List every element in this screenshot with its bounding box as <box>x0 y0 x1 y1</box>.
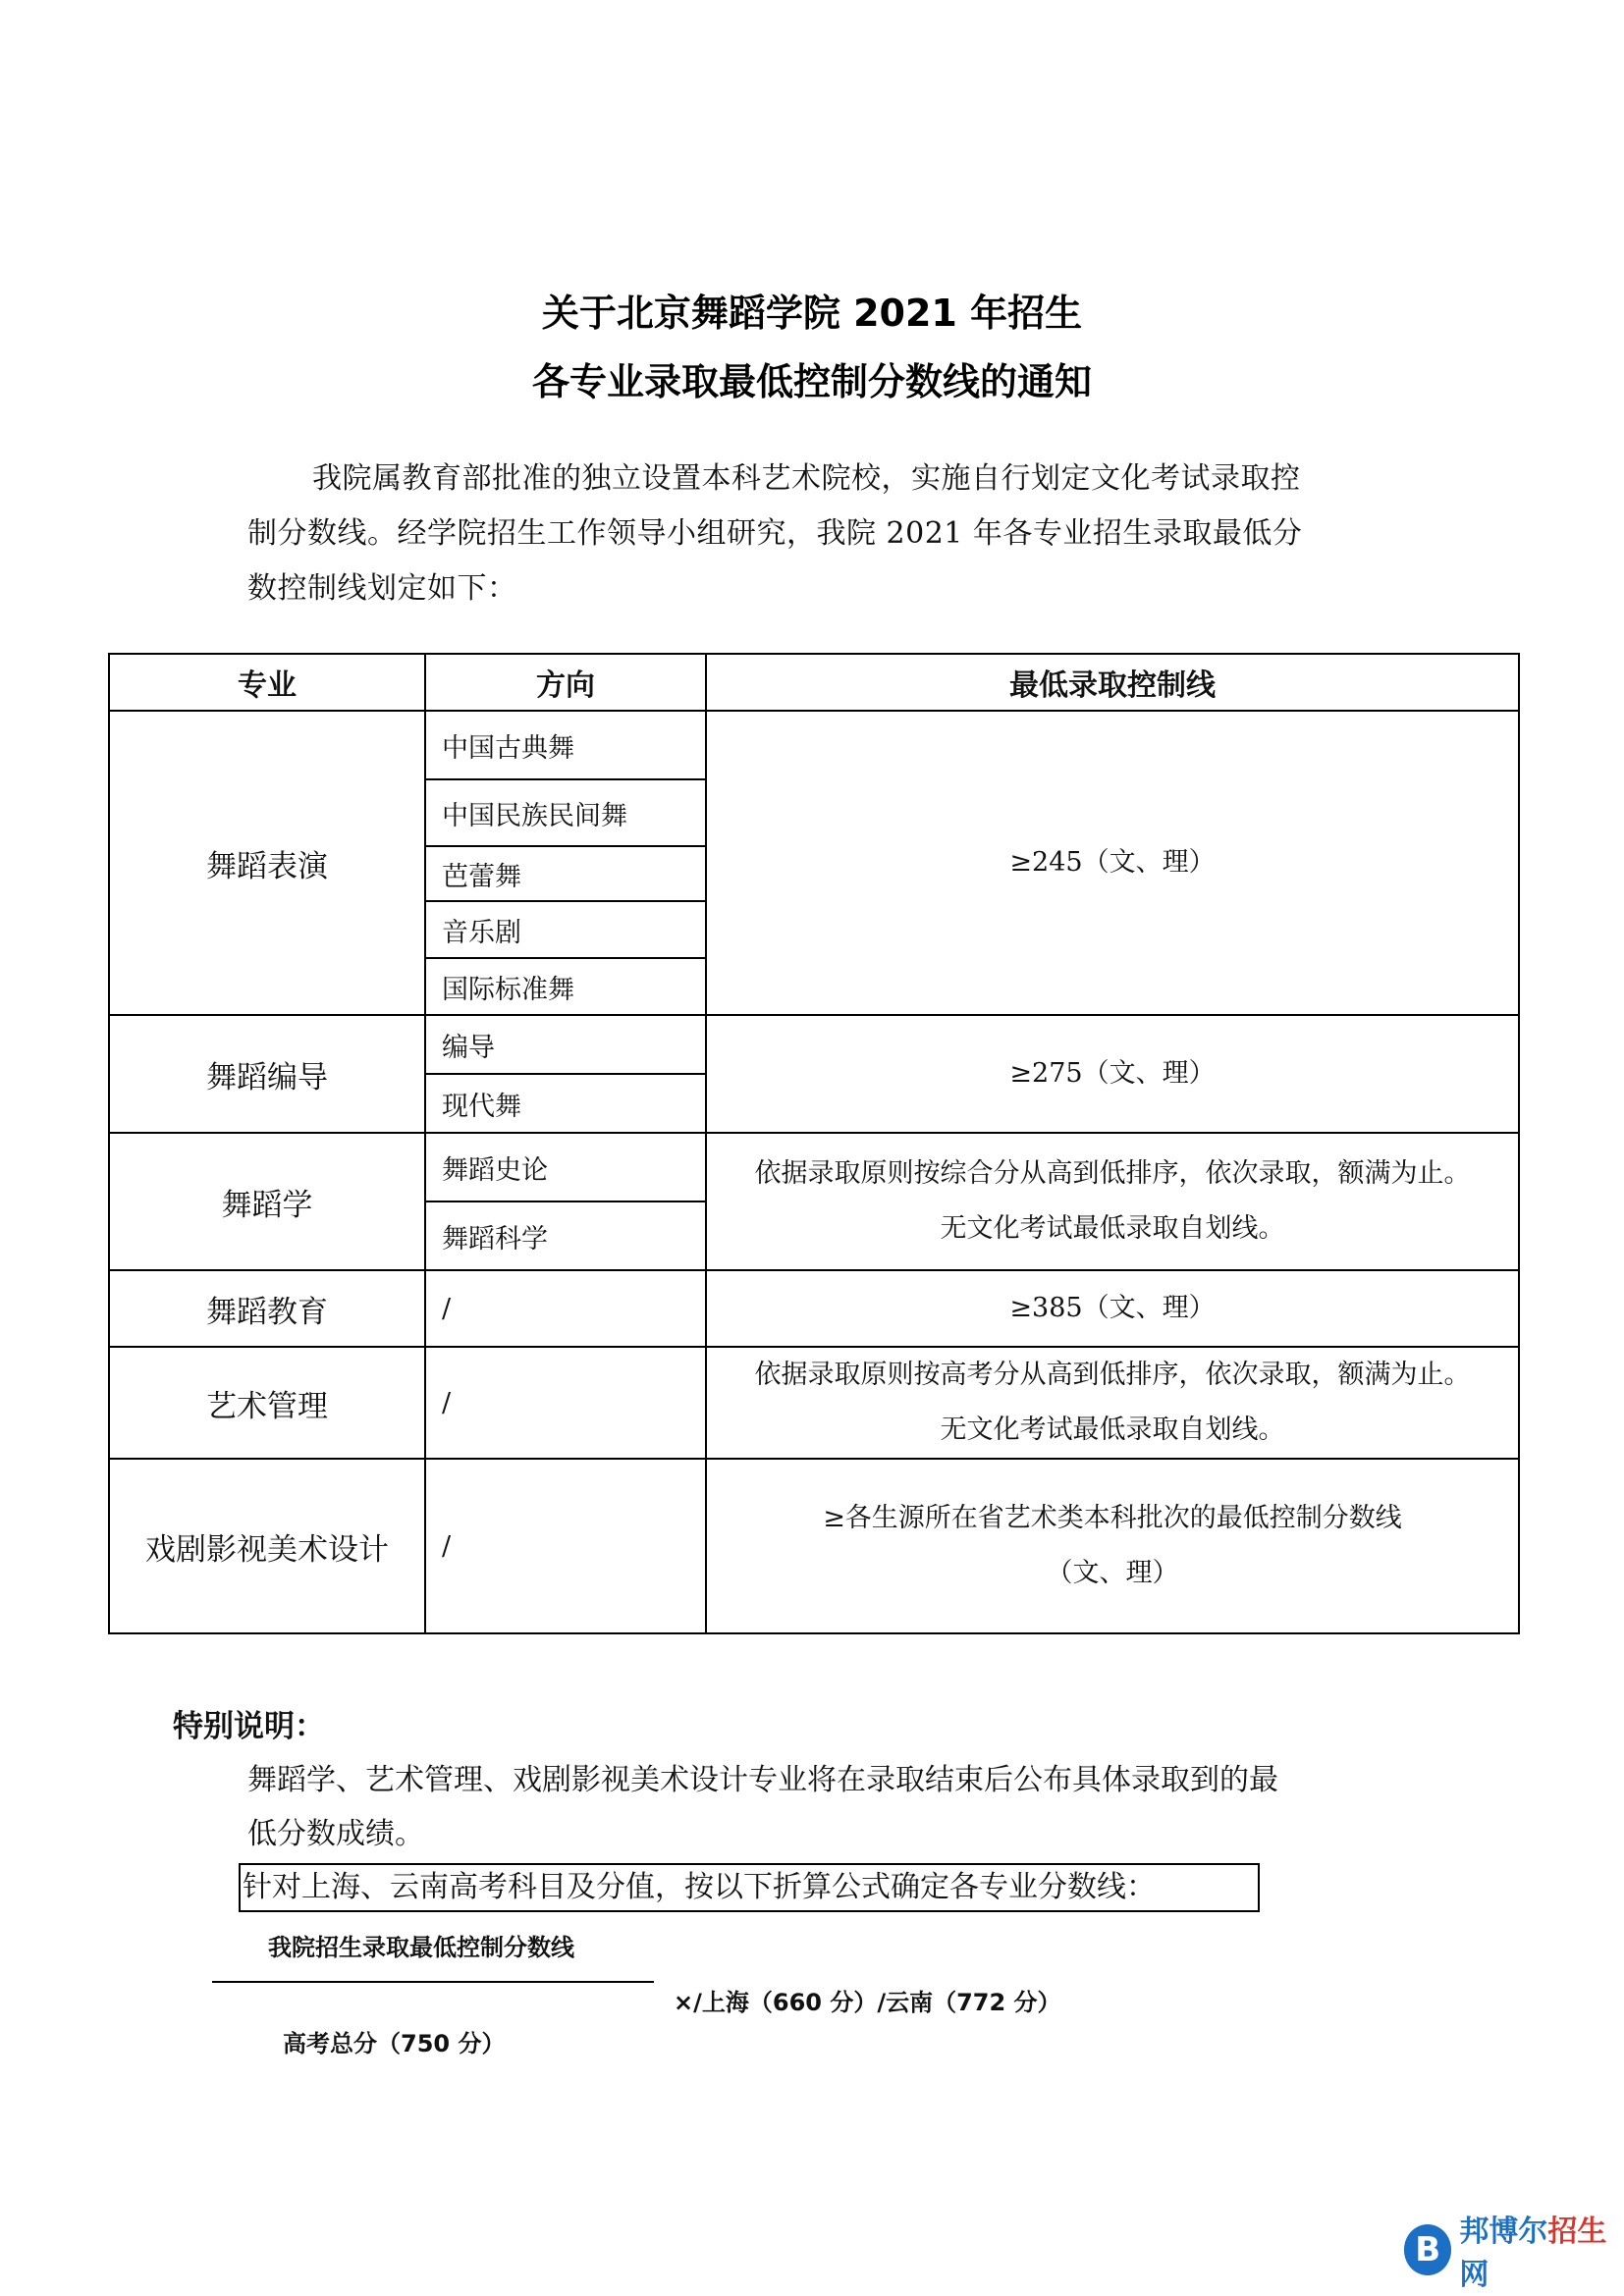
notes-line-1: 舞蹈学、艺术管理、戏剧影视美术设计专业将在录取结束后公布具体录取到的最 <box>247 1763 1278 1797</box>
watermark-text-blue-2: 网 <box>1459 2258 1489 2292</box>
direction-cell: 音乐剧 <box>425 901 706 958</box>
direction-cell: 国际标准舞 <box>425 958 706 1015</box>
formula-numerator: 我院招生录取最低控制分数线 <box>268 1934 574 1961</box>
direction-cell: 舞蹈史论 <box>425 1133 706 1201</box>
direction-cell: 编导 <box>425 1015 706 1074</box>
major-cell: 舞蹈编导 <box>109 1015 425 1133</box>
intro-line-2: 制分数线。经学院招生工作领导小组研究，我院 2021 年各专业招生录取最低分 <box>247 516 1303 551</box>
table-row <box>109 1015 1519 1074</box>
table-row <box>109 1270 1519 1347</box>
requirement-line: 依据录取原则按高考分从高到低排序，依次录取，额满为止。 <box>754 1360 1471 1390</box>
direction-cell: 中国民族民间舞 <box>425 779 706 846</box>
requirement-line: ≥275（文、理） <box>1009 1058 1216 1089</box>
watermark-text-blue: 邦博尔 <box>1459 2215 1548 2249</box>
watermark-logo-icon: B <box>1404 2224 1451 2275</box>
table-row <box>109 1347 1519 1459</box>
notes-line-2: 低分数成绩。 <box>247 1817 424 1851</box>
requirement-cell <box>706 711 1519 1015</box>
requirement-line: 无文化考试最低录取自划线。 <box>940 1415 1285 1445</box>
requirement-line: ≥385（文、理） <box>1009 1293 1216 1323</box>
conversion-note-box: 针对上海、云南高考科目及分值，按以下折算公式确定各专业分数线： <box>239 1863 1260 1912</box>
requirement-cell <box>706 1270 1519 1347</box>
direction-cell: / <box>425 1459 706 1633</box>
table-row <box>109 1133 1519 1201</box>
table-header-row <box>109 654 1519 711</box>
requirement-line: ≥各生源所在省艺术类本科批次的最低控制分数线 <box>823 1503 1402 1533</box>
major-cell: 舞蹈教育 <box>109 1270 425 1347</box>
formula-fraction-bar <box>212 1981 654 1983</box>
watermark-text <box>1459 2207 1624 2293</box>
requirement-cell <box>706 1015 1519 1133</box>
page-title-line-1: 关于北京舞蹈学院 2021 年招生 <box>541 292 1083 335</box>
table-row <box>109 711 1519 779</box>
requirement-line: 依据录取原则按综合分从高到低排序，依次录取，额满为止。 <box>754 1158 1471 1189</box>
major-cell: 艺术管理 <box>109 1347 425 1459</box>
direction-cell: / <box>425 1270 706 1347</box>
direction-cell: 中国古典舞 <box>425 711 706 779</box>
direction-cell: / <box>425 1347 706 1459</box>
notes-heading: 特别说明： <box>173 1709 325 1744</box>
major-cell: 舞蹈学 <box>109 1133 425 1270</box>
site-watermark <box>1404 2215 1624 2292</box>
requirement-cell <box>706 1133 1519 1270</box>
major-cell: 戏剧影视美术设计 <box>109 1459 425 1633</box>
requirement-line: （文、理） <box>1046 1558 1179 1588</box>
requirement-line: 无文化考试最低录取自划线。 <box>940 1213 1285 1244</box>
formula-multiplier: ×/上海（660 分）/云南（772 分） <box>674 1989 1061 2016</box>
formula-denominator: 高考总分（750 分） <box>283 2030 506 2057</box>
requirement-cell <box>706 1347 1519 1459</box>
requirement-cell <box>706 1459 1519 1633</box>
header-major: 专业 <box>109 654 425 711</box>
major-cell: 舞蹈表演 <box>109 711 425 1015</box>
page-title-line-2: 各专业录取最低控制分数线的通知 <box>531 360 1092 403</box>
direction-cell: 芭蕾舞 <box>425 846 706 901</box>
direction-cell: 现代舞 <box>425 1074 706 1133</box>
intro-line-3: 数控制线划定如下： <box>247 571 517 606</box>
watermark-text-red: 招生 <box>1547 2215 1607 2249</box>
requirement-line: ≥245（文、理） <box>1009 847 1216 878</box>
header-direction: 方向 <box>425 654 706 711</box>
header-min-score: 最低录取控制线 <box>706 654 1519 711</box>
table-row <box>109 1459 1519 1633</box>
intro-line-1: 我院属教育部批准的独立设置本科艺术院校，实施自行划定文化考试录取控 <box>312 461 1301 496</box>
score-table <box>108 653 1520 1634</box>
direction-cell: 舞蹈科学 <box>425 1201 706 1270</box>
